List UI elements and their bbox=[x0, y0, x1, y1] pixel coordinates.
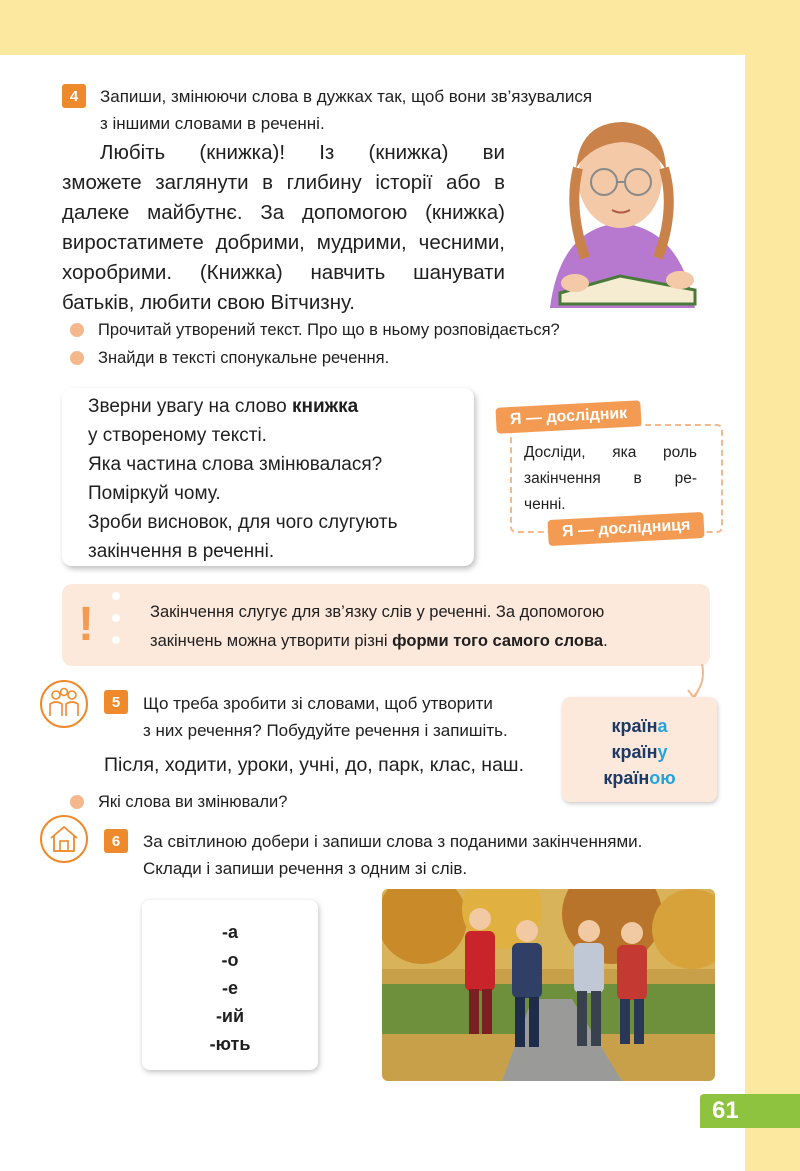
note-line: Поміркуй чому. bbox=[88, 483, 221, 504]
rule-line-2-text: закінчень можна утворити різні bbox=[150, 632, 393, 650]
researcher-tag: Я — дослідник bbox=[495, 400, 641, 434]
page-number: 61 bbox=[700, 1094, 800, 1128]
rule-line-1: Закінчення слугує для зв’язку слів у реченні. За допомогою bbox=[150, 603, 605, 621]
word-form bbox=[562, 768, 717, 789]
children-autumn-park-photo bbox=[382, 889, 715, 1081]
task-4-text bbox=[62, 138, 505, 318]
ending-item: -ий bbox=[215, 1006, 245, 1026]
word-form bbox=[562, 742, 717, 763]
task-4-badge: 4 bbox=[62, 84, 86, 108]
home-icon bbox=[40, 815, 88, 863]
research-line: Досліди, яка роль bbox=[524, 444, 697, 461]
research-line: ченні. bbox=[524, 496, 566, 513]
ending-item: -а bbox=[221, 922, 238, 942]
task-5-words: Після, ходити, уроки, учні, до, парк, клас, наш. bbox=[104, 754, 524, 776]
task-4-bullet: Прочитай утворений текст. Про що в ньому розповідається? bbox=[70, 319, 698, 341]
rule-period: . bbox=[603, 632, 608, 650]
task-5-bullet: Які слова ви змінювали? bbox=[70, 791, 698, 813]
note-line: закінчення в реченні. bbox=[88, 541, 275, 562]
text-line: хоробрими. (Книжка) навчить шанувати bbox=[62, 261, 505, 284]
note-keyword: книжка bbox=[291, 396, 359, 417]
word-ending: а bbox=[657, 716, 668, 736]
research-text bbox=[524, 440, 697, 518]
text-line: батьків, любити свою Вітчизну. bbox=[62, 291, 355, 314]
task-5-line: з них речення? Побудуйте речення і запишіть. bbox=[143, 721, 508, 740]
note-line-1 bbox=[88, 392, 468, 421]
task-5-line: Що треба зробити зі словами, щоб утворити bbox=[143, 694, 493, 713]
task-6-line: За світлиною добери і запиши слова з поданими закінченнями. bbox=[143, 832, 643, 851]
word-ending: у bbox=[657, 742, 668, 762]
girl-reading-illustration bbox=[530, 108, 710, 308]
rule-dots bbox=[112, 592, 120, 662]
note-line: у створеному тексті. bbox=[88, 425, 267, 446]
task-4-instruction-line1: Запиши, змінюючи слова в дужках так, щоб вони зв’язувалися bbox=[100, 87, 593, 106]
ending-item: -е bbox=[221, 978, 238, 998]
task-6-instruction bbox=[143, 828, 743, 882]
task-5-badge: 5 bbox=[104, 690, 128, 714]
task-6-line: Склади і запиши речення з одним зі слів. bbox=[143, 859, 468, 878]
word-stem: країн bbox=[603, 768, 650, 788]
task-5-instruction bbox=[143, 690, 563, 744]
exclamation-icon: ! bbox=[78, 598, 94, 651]
ending-item: -ють bbox=[209, 1034, 251, 1054]
rule-keyword: форми того самого слова bbox=[392, 632, 604, 650]
word-form bbox=[562, 716, 717, 737]
top-band bbox=[0, 0, 800, 55]
text-line: Любіть (книжка)! Із (книжка) ви bbox=[100, 141, 505, 164]
right-margin-band bbox=[745, 55, 800, 1171]
note-line: Зроби висновок, для чого слугують bbox=[88, 512, 398, 533]
word-stem: країн bbox=[611, 742, 658, 762]
word-ending: ою bbox=[649, 768, 676, 788]
text-line: зможете заглянути в глибину історії або в bbox=[62, 171, 505, 194]
rule-line-2 bbox=[150, 627, 705, 656]
attention-note-text bbox=[88, 392, 468, 566]
text-line: виростатимете добрими, мудрими, чесними, bbox=[62, 231, 505, 254]
task-6-badge: 6 bbox=[104, 829, 128, 853]
note-line: Яка частина слова змінювалася? bbox=[88, 454, 383, 475]
word-stem: країн bbox=[611, 716, 658, 736]
text-line: далеке майбутнє. За допомогою (книжка) bbox=[62, 201, 505, 224]
researcher-female-tag: Я — дослідниця bbox=[547, 512, 705, 546]
ending-item: -о bbox=[221, 950, 239, 970]
task-4-bullet: Знайди в тексті спонукальне речення. bbox=[70, 347, 698, 369]
research-line: закінчення в ре- bbox=[524, 470, 697, 487]
rule-text bbox=[150, 598, 705, 656]
curved-arrow-icon bbox=[680, 662, 710, 702]
group-work-icon bbox=[40, 680, 88, 728]
note-line-1-text: Зверни увагу на слово bbox=[88, 396, 292, 417]
task-4-instruction-line2: з іншими словами в реченні. bbox=[100, 114, 325, 133]
